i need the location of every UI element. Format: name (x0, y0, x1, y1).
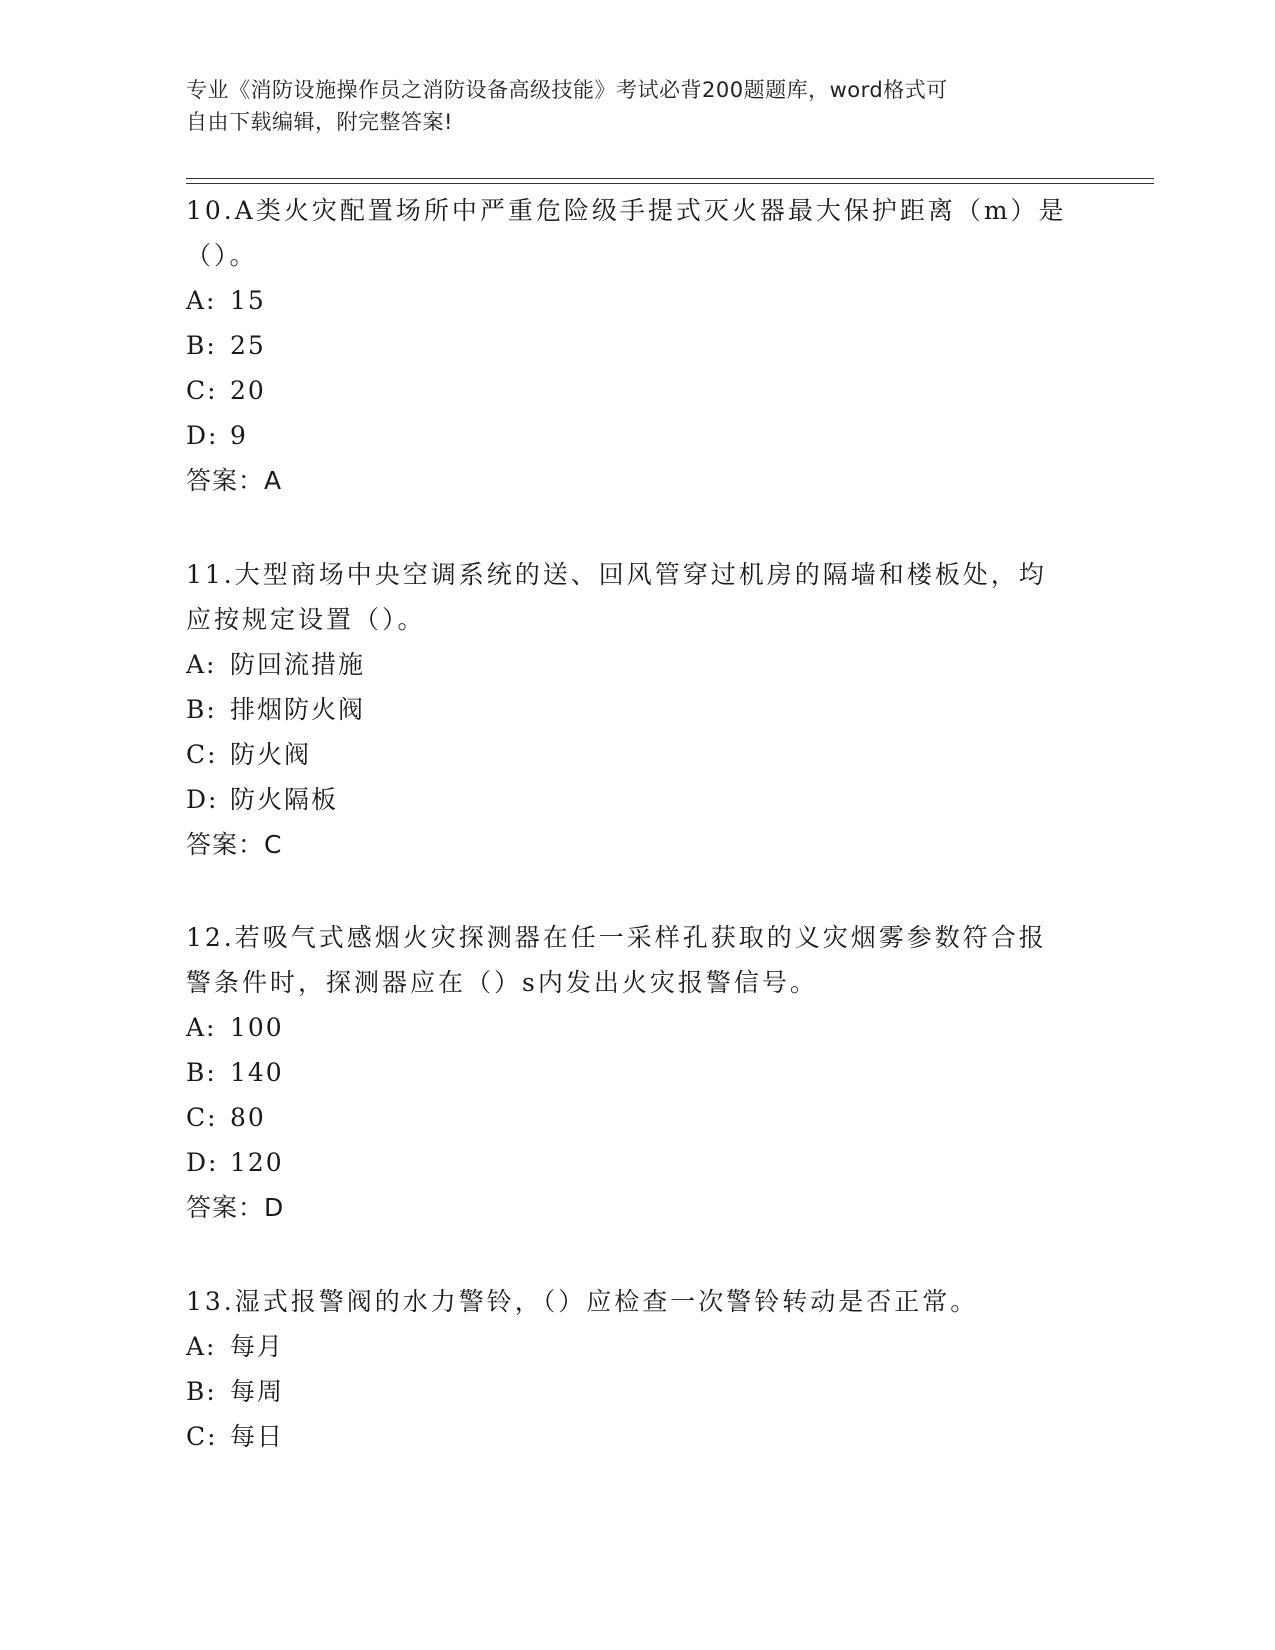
header-line-1: 专业《消防设施操作员之消防设备高级技能》考试必背200题题库，word格式可 (186, 78, 948, 102)
option-a (186, 1324, 1086, 1369)
option-b (186, 687, 1086, 732)
document-header (186, 74, 1066, 138)
option-letter: C: (186, 376, 218, 405)
question-stem-line: 11.大型商场中央空调系统的送、回风管穿过机房的隔墙和楼板处，均 (186, 560, 1047, 589)
question-stem-line: （）。 (186, 241, 258, 270)
option-b (186, 323, 1086, 368)
option-d (186, 777, 1086, 822)
option-text: 防回流措施 (230, 650, 366, 679)
question-stem-line: 应按规定设置（）。 (186, 605, 426, 634)
option-b (186, 1369, 1086, 1414)
option-text: 防火阀 (230, 740, 312, 769)
header-line-2: 自由下载编辑，附完整答案! (186, 110, 453, 134)
option-text: 100 (230, 1013, 284, 1042)
option-text: 20 (230, 376, 266, 405)
question-stem-line: 警条件时，探测器应在（）s内发出火灾报警信号。 (186, 968, 818, 997)
option-c (186, 1414, 1086, 1459)
option-c (186, 732, 1086, 777)
option-a (186, 642, 1086, 687)
option-text: 120 (230, 1148, 284, 1177)
option-letter: A: (186, 650, 217, 679)
question-11 (186, 552, 1086, 867)
question-stem-line: 10.A类火灾配置场所中严重危险级手提式灭火器最大保护距离（m）是 (186, 196, 1067, 225)
option-b (186, 1050, 1086, 1095)
option-text: 每日 (230, 1422, 285, 1451)
option-a (186, 278, 1086, 323)
option-letter: B: (186, 695, 217, 724)
answer-line: 答案：A (186, 466, 283, 495)
option-letter: C: (186, 1422, 218, 1451)
option-a (186, 1005, 1086, 1050)
option-letter: A: (186, 1013, 217, 1042)
option-text: 9 (230, 421, 248, 450)
question-12 (186, 915, 1086, 1230)
question-stem-line: 13.湿式报警阀的水力警铃，（）应检查一次警铃转动是否正常。 (186, 1287, 979, 1316)
question-stem-line: 12.若吸气式感烟火灾探测器在任一采样孔获取的义灾烟雾参数符合报 (186, 923, 1047, 952)
option-letter: B: (186, 1058, 217, 1087)
header-divider-bottom (186, 183, 1154, 184)
option-c (186, 368, 1086, 413)
option-text: 15 (230, 286, 266, 315)
option-text: 140 (230, 1058, 284, 1087)
answer-line: 答案：D (186, 1193, 285, 1222)
header-divider-top (186, 178, 1154, 179)
question-13 (186, 1279, 1086, 1459)
option-c (186, 1095, 1086, 1140)
option-d (186, 1140, 1086, 1185)
option-letter: D: (186, 785, 219, 814)
option-text: 防火隔板 (230, 785, 339, 814)
option-text: 25 (230, 331, 266, 360)
option-text: 80 (230, 1103, 266, 1132)
option-text: 排烟防火阀 (230, 695, 366, 724)
option-letter: B: (186, 331, 217, 360)
option-letter: B: (186, 1377, 217, 1406)
answer-line: 答案：C (186, 830, 283, 859)
option-letter: C: (186, 1103, 218, 1132)
option-letter: C: (186, 740, 218, 769)
option-letter: A: (186, 286, 217, 315)
question-10 (186, 188, 1086, 503)
option-text: 每月 (230, 1332, 285, 1361)
option-text: 每周 (230, 1377, 285, 1406)
option-letter: D: (186, 421, 219, 450)
option-letter: A: (186, 1332, 217, 1361)
option-letter: D: (186, 1148, 219, 1177)
option-d (186, 413, 1086, 458)
